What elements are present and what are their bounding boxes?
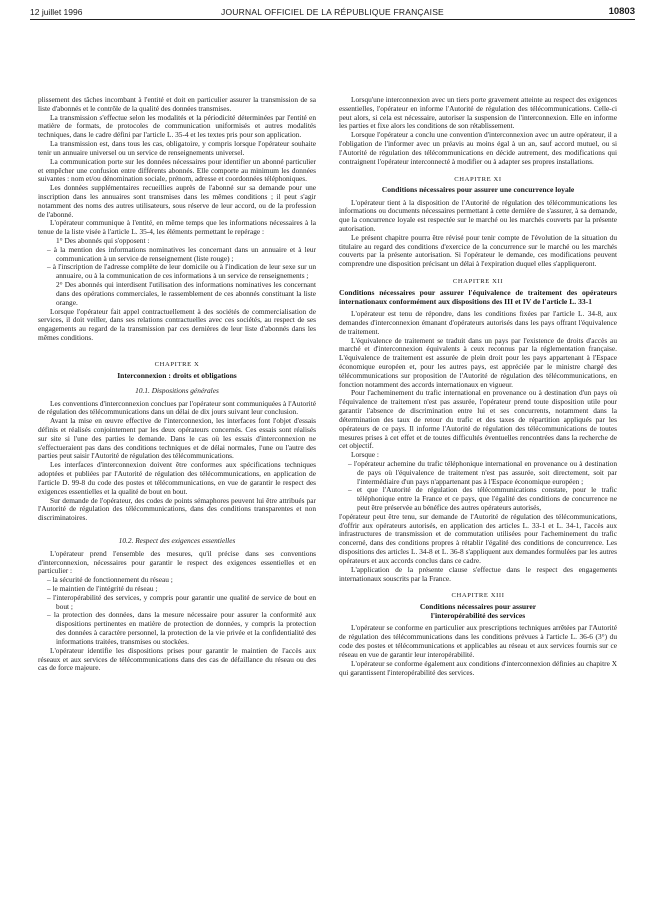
list-item: – la protection des données, dans la mesure nécessaire pour assurer la conformité aux dispositions pertinentes en matière de protection de données, y compris la protection des données à caractère personnel, la protection de la vie privée et la confidentialité des informations traitées, transmises ou stockées. <box>47 610 316 646</box>
chapter-heading: CHAPITRE XI <box>454 175 502 183</box>
paragraph: La communication porte sur les données nécessaires pour identifier un abonné particulier et empêcher une confusion entre différents abonnés. Elle comporte au minimum les données suivantes : nom et/ou dénomination sociale, prénom, adresse et coordonnées téléphoniques. <box>38 156 316 184</box>
paragraph: L'opérateur est tenu de répondre, dans les conditions fixées par l'article L. 34-8, aux demandes d'interconnexion émanant d'opérateurs autorisés dans les pays offrant l'équivalence de traitement. <box>339 309 617 336</box>
paragraph: Les données supplémentaires recueillies auprès de l'abonné sur sa demande pour une inscription dans les annuaires sont transmises dans les mêmes conditions ; il peut s'agir notamment des noms des autres utilisateurs, sous réserve de leur accord, ou de la profession de l'abonné. <box>38 183 316 219</box>
paragraph: Lorsque : <box>351 450 379 460</box>
paragraph: plissement des tâches incombant à l'entité et doit en particulier assurer la transmission de sa liste d'abonnés et le contrôle de la qualité des données transmises. <box>38 95 316 113</box>
chapter-title-line: l'interopérabilité des services <box>430 611 526 621</box>
paragraph: La transmission s'effectue selon les modalités et la périodicité déterminées par l'entité en matière de formats, de protocoles de communication uniformisés et autres modalités techniques, dans le cadre défini par l'article L. 35-4 et les textes pris pour son application. <box>38 112 316 140</box>
paragraph: Lorsqu'une interconnexion avec un tiers porte gravement atteinte au respect des exigences essentielles, l'opérateur en informe l'Autorité de régulation des télécommunications. Celle-ci peut alors, si cela est nécessaire, autoriser la suspension de l'interconnexion. Elle en informe les parties et fixe alors les conditions de son rétablissement. <box>339 95 617 131</box>
list-item: 1° Des abonnés qui s'opposent : <box>56 236 150 245</box>
paragraph: Le présent chapitre pourra être révisé pour tenir compte de l'évolution de la situation du titulaire au regard des conditions d'exercice de la concurrence sur le marché ou les marchés couverts par la présente autorisation. Si l'opérateur le demande, ces modifications peuvent comprendre une disposition précisant un délai à l'expiration duquel elles s'appliqueront. <box>339 232 617 269</box>
paragraph: L'opérateur tient à la disposition de l'Autorité de régulation des télécommunications les informations ou documents nécessaires permettant à cette dernière de s'assurer, à sa demande, que la concurrence loyale est respectée sur le marché ou les marchés couverts par la présente autorisation. <box>339 197 617 233</box>
chapter-title: Conditions nécessaires pour assurer une concurrence loyale <box>381 185 575 195</box>
journal-title: JOURNAL OFFICIEL DE LA RÉPUBLIQUE FRANÇAISE <box>221 7 444 17</box>
list-item: – le maintien de l'intégrité du réseau ; <box>47 584 158 594</box>
left-column <box>38 96 316 673</box>
list-item: – et que l'Autorité de régulation des télécommunications constate, pour le trafic téléphonique entre la France et ce pays, que l'égalité des conditions de concurrence ne peut être préservée au bénéfice des autres opérateurs autorisés, <box>348 485 617 513</box>
paragraph: l'opérateur peut être tenu, sur demande de l'Autorité de régulation des télécommunications, d'offrir aux opérateurs autorisés, en application des articles L. 33-1 et L. 34-1, l'accès aux infrastructures de transmission et de commutation utilisées pour l'acheminement du trafic concerné, dans des conditions propres à rétablir l'égalité des conditions de concurrence. Les dispositions des articles L. 34-8 et L. 36-8 s'appliquent aux demandes formulées par les autres opérateurs et aux accords conclus dans ce cadre. <box>339 511 617 565</box>
chapter-heading: CHAPITRE X <box>154 360 200 368</box>
paragraph: Lorsque l'opérateur fait appel contractuellement à des sociétés de commercialisation de services, il doit veiller, dans ses relations contractuelles avec ces sociétés, au respect de ses engagements au regard de la transmission par ces dernières de leur liste d'abonnés dans les mêmes conditions. <box>38 306 316 342</box>
paragraph: La transmission est, dans tous les cas, obligatoire, y compris lorsque l'opérateur souhaite tenir un annuaire universel ou un service de renseignements universel. <box>38 139 316 157</box>
paragraph: L'opérateur prend l'ensemble des mesures, qu'il précise dans ses conventions d'interconnexion, nécessaires pour garantir le respect des exigences essentielles et en particulier : <box>38 548 316 576</box>
paragraph: Sur demande de l'opérateur, des codes de points sémaphores peuvent lui être attribués par l'Autorité de régulation des télécommunications, dans des conditions transparentes et non discriminatoires. <box>38 495 316 523</box>
page-number: 10803 <box>608 6 635 17</box>
issue-date: 12 juillet 1996 <box>30 7 83 17</box>
list-item: – l'interopérabilité des services, y compris pour garantir une qualité de service de bout en bout ; <box>47 592 316 611</box>
paragraph: Les interfaces d'interconnexion doivent être conformes aux spécifications techniques adoptées et publiées par l'Autorité de régulation des télécommunications, en application de l'article D. 99-8 du code des postes et télécommunications, en vue de garantir le respect des exigences essentielles et la qualité de bout en bout. <box>38 460 316 496</box>
section-heading: 10.2. Respect des exigences essentielles <box>118 535 236 545</box>
chapter-title-line: Conditions nécessaires pour assurer <box>419 602 537 612</box>
chapter-title: Interconnexion : droits et obligations <box>117 370 237 380</box>
list-item: 2° Des abonnés qui interdisent l'utilisation des informations nominatives les concernant dans des opérations commerciales, le rassemblement de ces abonnés constituant la liste orange. <box>56 280 316 307</box>
paragraph: Lorsque l'opérateur a conclu une convention d'interconnexion avec un autre opérateur, il a l'obligation de l'informer avec un préavis au moins égal à un an, sauf accord mutuel, ou si l'Autorité de régulation des télécommunications en décide autrement, des modifications qui contraignent l'opérateur interconnecté à modifier ou à adapter ses propres installations. <box>339 130 617 166</box>
chapter-title <box>339 602 617 620</box>
list-item: – à l'inscription de l'adresse complète de leur domicile ou à l'indication de leur sexe sur un annuaire, ou à la communication de ces informations à un service de renseignements ; <box>47 262 316 281</box>
header-rule <box>30 19 635 20</box>
list-item: – l'opérateur achemine du trafic téléphonique international en provenance ou à destination de pays où l'équivalence de traitement n'est pas assurée, soit directement, soit par l'intermédiaire d'un pays n'appartenant pas à l'Espace économique européen ; <box>348 458 617 486</box>
list-item: – la sécurité de fonctionnement du réseau ; <box>47 575 173 585</box>
section-heading: 10.1. Dispositions générales <box>135 385 219 395</box>
paragraph: L'application de la présente clause s'effectue dans le respect des engagements internationaux souscrits par la France. <box>339 564 617 583</box>
chapter-heading: CHAPITRE XII <box>452 278 504 286</box>
right-column <box>339 96 617 677</box>
paragraph: Les conventions d'interconnexion conclues par l'opérateur sont communiquées à l'Autorité de régulation des télécommunications dans un délai de dix jours suivant leur conclusion. <box>38 398 316 417</box>
page-header <box>30 5 635 23</box>
paragraph: L'opérateur se conforme en particulier aux prescriptions techniques arrêtées par l'Autorité de régulation des télécommunications dans les conditions prévues à l'article L. 36-6 (3°) du code des postes et télécommunications et applicables au réseau et aux services fournis sur ce réseau en vue de garantir leur interopérabilité. <box>339 623 617 659</box>
chapter-title: Conditions nécessaires pour assurer l'équivalence de traitement des opérateurs internationaux conformément aux dispositions des III et IV de l'article L. 33-1 <box>339 287 617 307</box>
paragraph: L'opérateur identifie les dispositions prises pour garantir le maintien de l'accès aux réseaux et aux services de télécommunications dans des cas de défaillance du réseau ou des cas de force majeure. <box>38 645 316 673</box>
paragraph: L'opérateur se conforme également aux conditions d'interconnexion définies au chapitre X qui garantissent l'interopérabilité des services. <box>339 658 617 677</box>
paragraph: L'opérateur communique à l'entité, en même temps que les informations nécessaires à la tenue de la liste visée à l'article L. 35-4, les éléments permettant le repérage : <box>38 218 316 237</box>
paragraph: Pour l'acheminement du trafic international en provenance ou à destination d'un pays où l'équivalence de traitement n'est pas assurée, l'opérateur prend toute disposition utile pour garantir l'absence de discrimination entre lui et ses concurrents, notamment dans la détermination des taux de retour du trafic et des taxes de répartition appliqués par les opérateurs de ce pays. Il informe l'Autorité de régulation des télécommunications de toutes mesures prises à cet effet et de toutes difficultés éventuelles rencontrées dans la recherche de cet objectif. <box>339 388 617 451</box>
paragraph: L'équivalence de traitement se traduit dans un pays par l'existence de droits d'accès au marché et d'interconnexion équivalents à ceux reconnus par la réglementation française. L'équivalence de traitement est assurée de plein droit pour les pays appartenant à l'Espace économique européen et, pour les autres pays, est appréciée par le ministre chargé des télécommunications sur proposition de l'Autorité de régulation des télécommunications, en fonction notamment des accords internationaux en vigueur. <box>339 335 617 389</box>
chapter-heading: CHAPITRE XIII <box>451 592 505 600</box>
list-item: – à la mention des informations nominatives les concernant dans un annuaire et à leur communication à un service de renseignement (liste rouge) ; <box>47 244 316 263</box>
paragraph: Avant la mise en œuvre effective de l'interconnexion, les interfaces font l'objet d'essais définis et réalisés conjointement par les deux opérateurs concernés. Ces essais sont réalisés sur site si l'une des parties le demande. Dans le cas où les essais d'interconnexion ne s'effectueraient pas dans des conditions techniques et de délai normales, l'une ou l'autre des parties peut saisir l'Autorité de régulation des télécommunications. <box>38 416 316 461</box>
